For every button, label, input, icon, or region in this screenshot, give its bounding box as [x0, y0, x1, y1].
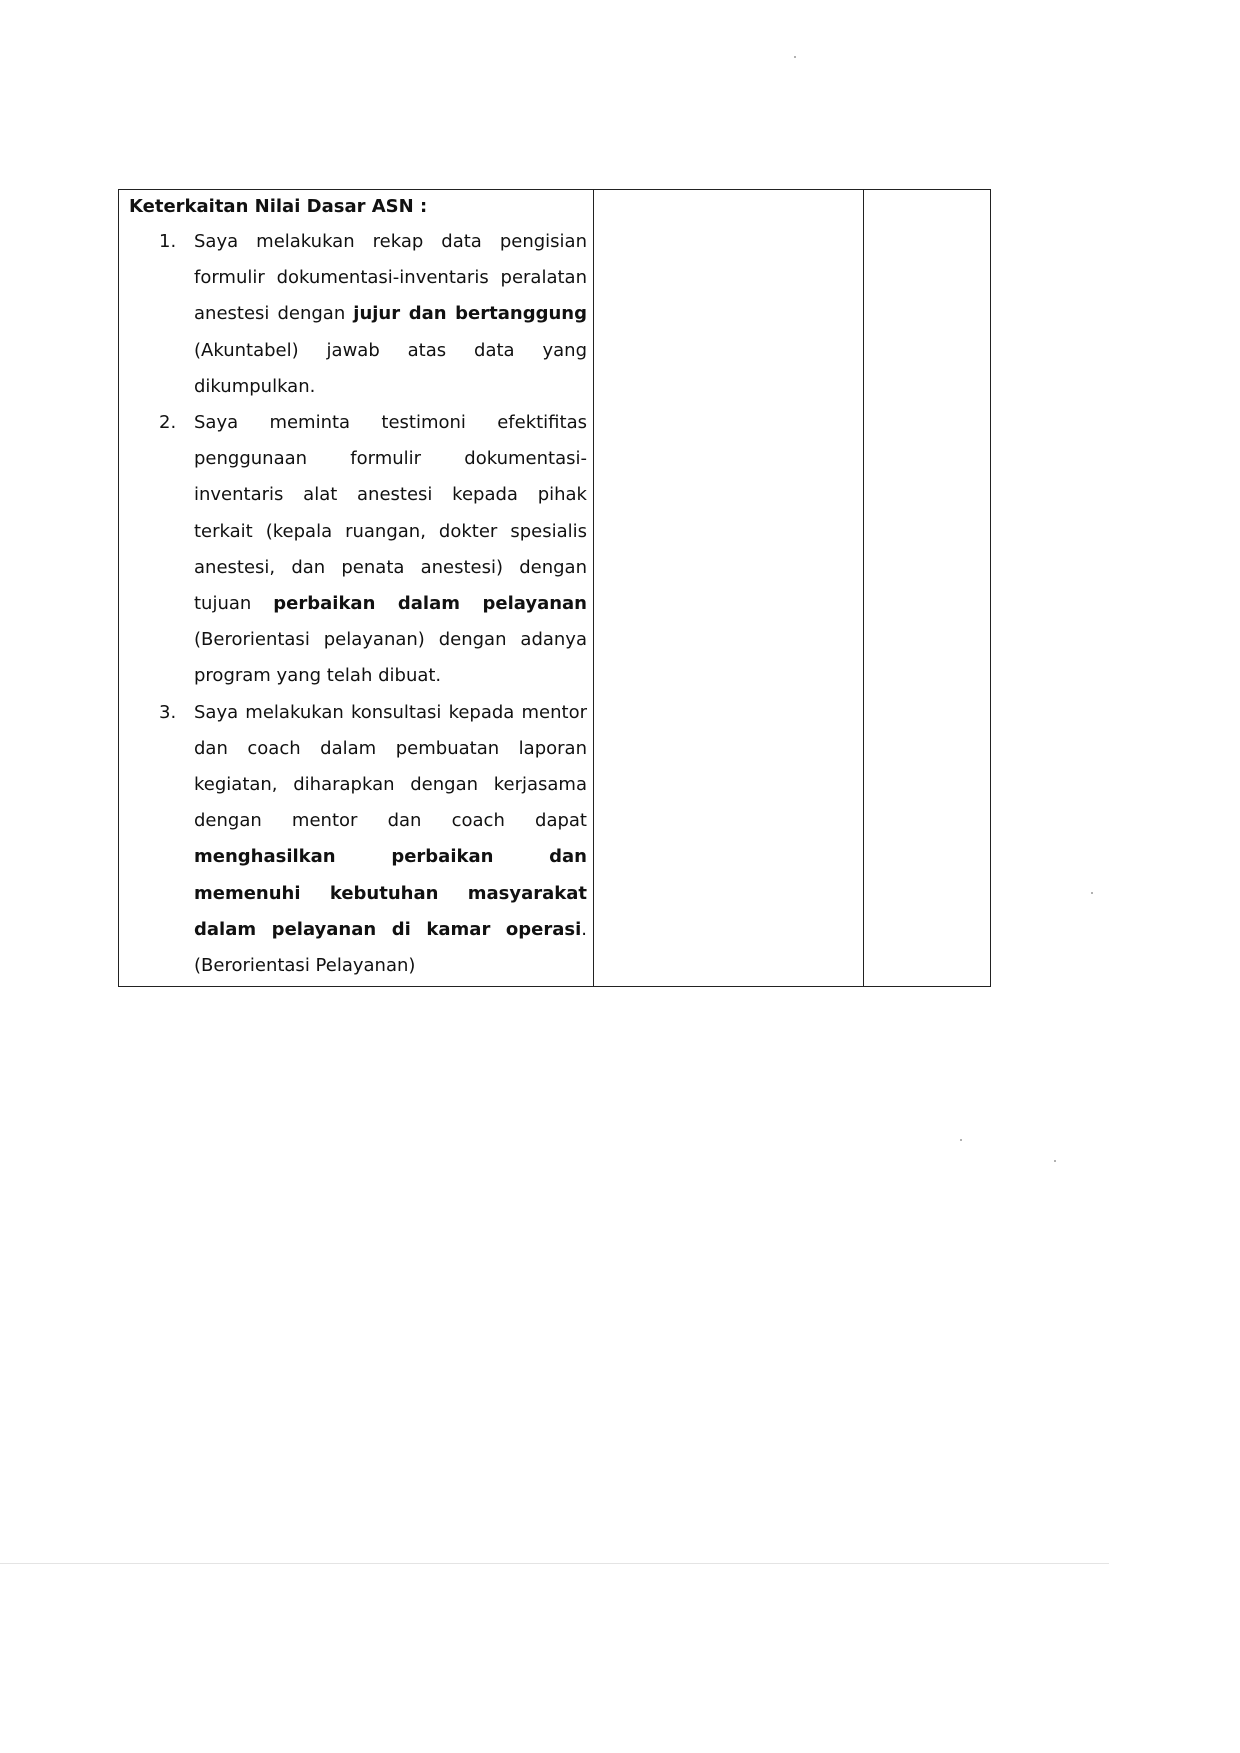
text-run: . (Berorientasi Pelayanan)	[194, 918, 587, 977]
list-item-text	[194, 405, 587, 695]
list-item-number: 1.	[159, 231, 177, 252]
text-run-bold: perbaikan dalam pelayanan	[273, 593, 587, 615]
list-item-text	[194, 224, 587, 405]
text-run-bold: menghasilkan perbaikan dan memenuhi kebutuhan masyarakat dalam pelayanan di kamar operasi	[194, 846, 587, 940]
table	[118, 189, 991, 987]
list-item-text	[194, 695, 587, 985]
list-item	[129, 695, 587, 985]
table-cell-description	[129, 194, 587, 984]
text-run: Saya melakukan rekap data pengisian formulir dokumentasi-inventaris peralatan anestesi dengan	[194, 231, 587, 325]
scan-edge	[0, 1563, 1109, 1564]
text-run: Saya melakukan konsultasi kepada mentor dan coach dalam pembuatan laporan kegiatan, diharapkan dengan kerjasama dengan mentor dan coach dapat	[194, 701, 587, 832]
text-run: (Akuntabel) jawab atas data yang dikumpulkan.	[194, 339, 587, 397]
column-divider	[863, 190, 864, 986]
scan-speck	[960, 1139, 962, 1141]
text-run-bold: jujur dan bertanggung	[353, 303, 587, 325]
scan-speck	[1054, 1160, 1056, 1162]
section-heading: Keterkaitan Nilai Dasar ASN :	[129, 196, 428, 217]
scan-speck	[1091, 892, 1093, 894]
text-run: Saya meminta testimoni efektifitas penggunaan formulir dokumentasi-inventaris alat anestesi kepada pihak terkait (kepala ruangan, dokter spesialis anestesi, dan penata anestesi) dengan tujuan	[194, 412, 587, 615]
column-divider	[593, 190, 594, 986]
text-run: (Berorientasi pelayanan) dengan adanya program yang telah dibuat.	[194, 629, 587, 687]
list-item	[129, 405, 587, 695]
list-item-number: 3.	[159, 701, 177, 723]
list-item-number: 2.	[159, 412, 177, 434]
scan-speck	[794, 56, 796, 58]
list-item	[129, 224, 587, 405]
